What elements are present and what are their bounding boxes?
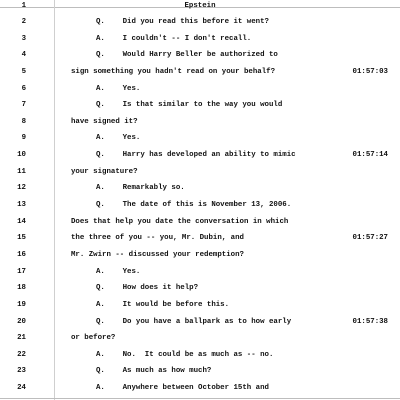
line-number: 20 [17,317,26,326]
transcript-line [0,83,400,100]
line-text: Q. Is that similar to the way you would [96,101,283,110]
line-number: 4 [21,51,26,60]
line-number: 8 [21,117,26,126]
line-number: 15 [17,234,26,243]
line-number: 3 [21,34,26,43]
line-text: Q. Do you have a ballpark as to how early [96,317,292,326]
line-number: 7 [21,101,26,110]
transcript-line [0,249,400,266]
line-text: A. Yes. [96,134,141,143]
line-number: 18 [17,284,26,293]
transcript-line [0,199,400,216]
timestamp: 01:57:27 [352,234,388,243]
line-text: A. Yes. [96,84,141,93]
line-text: your signature? [71,167,138,176]
line-number: 24 [17,384,26,393]
line-number: 17 [17,267,26,276]
line-text: A. Anywhere between October 15th and [96,384,269,393]
line-text: A. It would be before this. [96,300,230,309]
line-text: Q. Harry has developed an ability to mimic [96,151,296,160]
witness-name: Epstein [184,2,216,10]
line-number: 22 [17,350,26,359]
line-number: 9 [21,134,26,143]
line-number: 16 [17,250,26,259]
line-text: Q. How does it help? [96,284,199,293]
line-text: A. Remarkably so. [96,184,185,193]
transcript-line [0,49,400,66]
transcript-line [0,99,400,116]
line-text: A. I couldn't -- I don't recall. [96,34,252,43]
transcript-line [0,166,400,183]
transcript-line [0,266,400,283]
line-number: 13 [17,201,26,210]
transcript-line [0,182,400,199]
transcript-line [0,332,400,349]
line-text: Q. Would Harry Beller be authorized to [96,51,278,60]
transcript-line [0,282,400,299]
timestamp: 01:57:38 [352,317,388,326]
transcript-line [0,349,400,366]
timestamp: 01:57:03 [352,67,388,76]
line-number: 1 [21,2,26,10]
transcript-line [0,382,400,399]
line-number: 12 [17,184,26,193]
line-text: Does that help you date the conversation in which [71,217,289,226]
line-text: A. Yes. [96,267,141,276]
timestamp: 01:57:14 [352,151,388,160]
line-number: 19 [17,300,26,309]
transcript-lines [0,16,400,399]
line-text: the three of you -- you, Mr. Dubin, and [71,234,244,243]
line-number: 11 [17,167,26,176]
line-number: 2 [21,18,26,26]
transcript-header [0,0,400,13]
transcript-line [0,149,400,166]
line-text: sign something you hadn't read on your behalf? [71,67,276,76]
line-text: have signed it? [71,117,138,126]
transcript-line [0,33,400,50]
transcript-line [0,365,400,382]
transcript-line [0,216,400,233]
transcript-line [0,66,400,83]
line-number: 6 [21,84,26,93]
line-number: 5 [21,67,26,76]
line-text: Q. The date of this is November 13, 2006. [96,201,292,210]
transcript-line [0,299,400,316]
line-text: Mr. Zwirn -- discussed your redemption? [71,250,244,259]
transcript-line [0,132,400,149]
transcript-line [0,116,400,133]
bottom-rule [0,398,400,399]
line-number: 14 [17,217,26,226]
line-number: 21 [17,334,26,343]
line-text: A. No. It could be as much as -- no. [96,350,274,359]
line-text: or before? [71,334,116,343]
transcript-line [0,316,400,333]
line-text: Q. Did you read this before it went? [96,18,269,26]
transcript-line [0,16,400,33]
transcript-line [0,232,400,249]
line-number: 23 [17,367,26,376]
line-number: 10 [17,151,26,160]
line-text: Q. As much as how much? [96,367,212,376]
